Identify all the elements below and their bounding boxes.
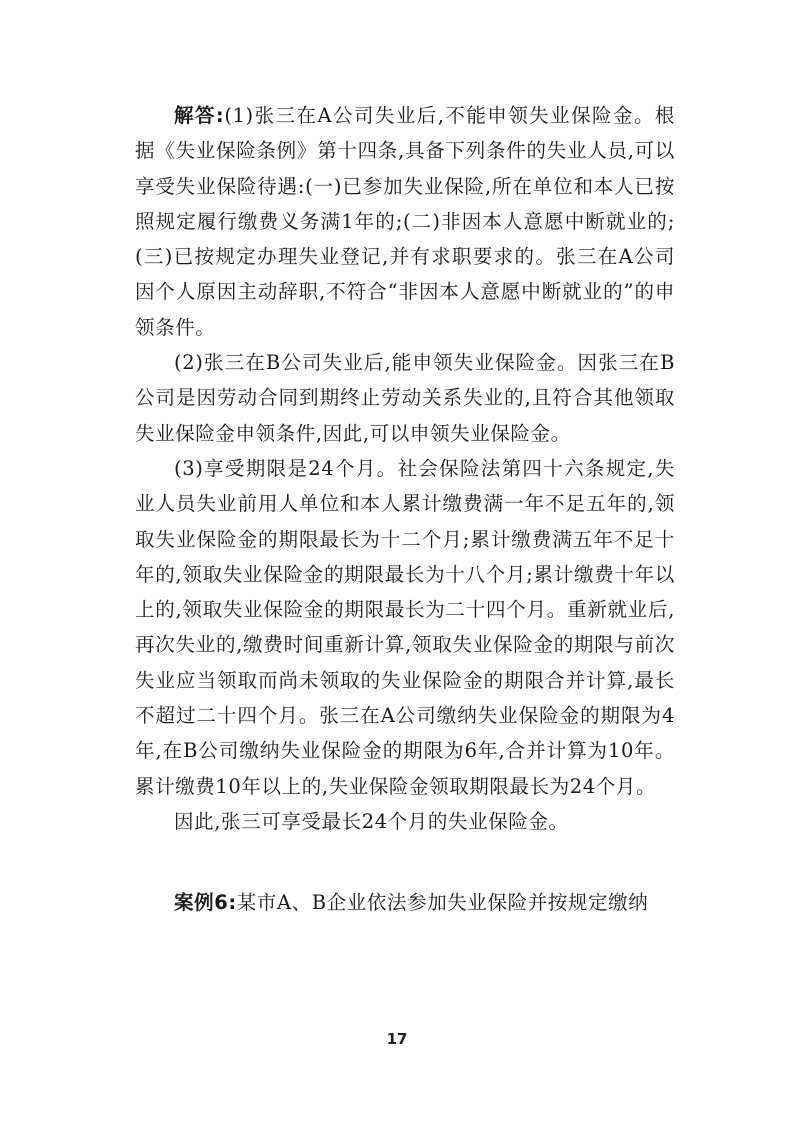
case-6-lead: 案例6: xyxy=(174,891,237,915)
answer-paragraph-2: (2)张三在B公司失业后,能申领失业保险金。因张三在B公司是因劳动合同到期终止劳动关系失业的,且符合其他领取失业保险金申领条件,因此,可以申领失业保险金。 xyxy=(135,351,675,445)
case-6-text: 某市A、B企业依法参加失业保险并按规定缴纳 xyxy=(236,891,649,915)
answer-paragraph-3: (3)享受期限是24个月。社会保险法第四十六条规定,失业人员失业前用人单位和本人累计缴费满一年不足五年的,领取失业保险金的期限最长为十二个月;累计缴费满五年不足十年的,领取失业保险金的期限最长为十八个月;累计缴费十年以上的,领取失业保险金的期限最长为二十四个月。重新就业后,再次失业的,缴费时间重新计算,领取失业保险金的期限与前次失业应当领取而尚未领取的失业保险金的期限合并计算,最长不超过二十四个月。张三在A公司缴纳失业保险金的期限为4年,在B公司缴纳失业保险金的期限为6年,合并计算为10年。累计缴费10年以上的,失业保险金领取期限最长为24个月。 xyxy=(135,456,675,798)
answer-lead: 解答: xyxy=(174,104,225,127)
answer-paragraph-1 xyxy=(135,98,675,345)
page-number: 17 xyxy=(386,1030,408,1048)
case-6-paragraph xyxy=(135,885,675,920)
answer-text-1: (1)张三在A公司失业后,不能申领失业保险金。根据《失业保险条例》第十四条,具备下列条件的失业人员,可以享受失业保险待遇:(一)已参加失业保险,所在单位和本人已按照规定履行缴费义务满1年的;(二)非因本人意愿中断就业的;(三)已按规定办理失业登记,并有求职要求的。张三在A公司因个人原因主动辞职,不符合“非因本人意愿中断就业的”的申领条件。 xyxy=(135,104,675,339)
answer-paragraph-4: 因此,张三可享受最长24个月的失业保险金。 xyxy=(174,809,569,833)
page-content xyxy=(135,98,675,921)
